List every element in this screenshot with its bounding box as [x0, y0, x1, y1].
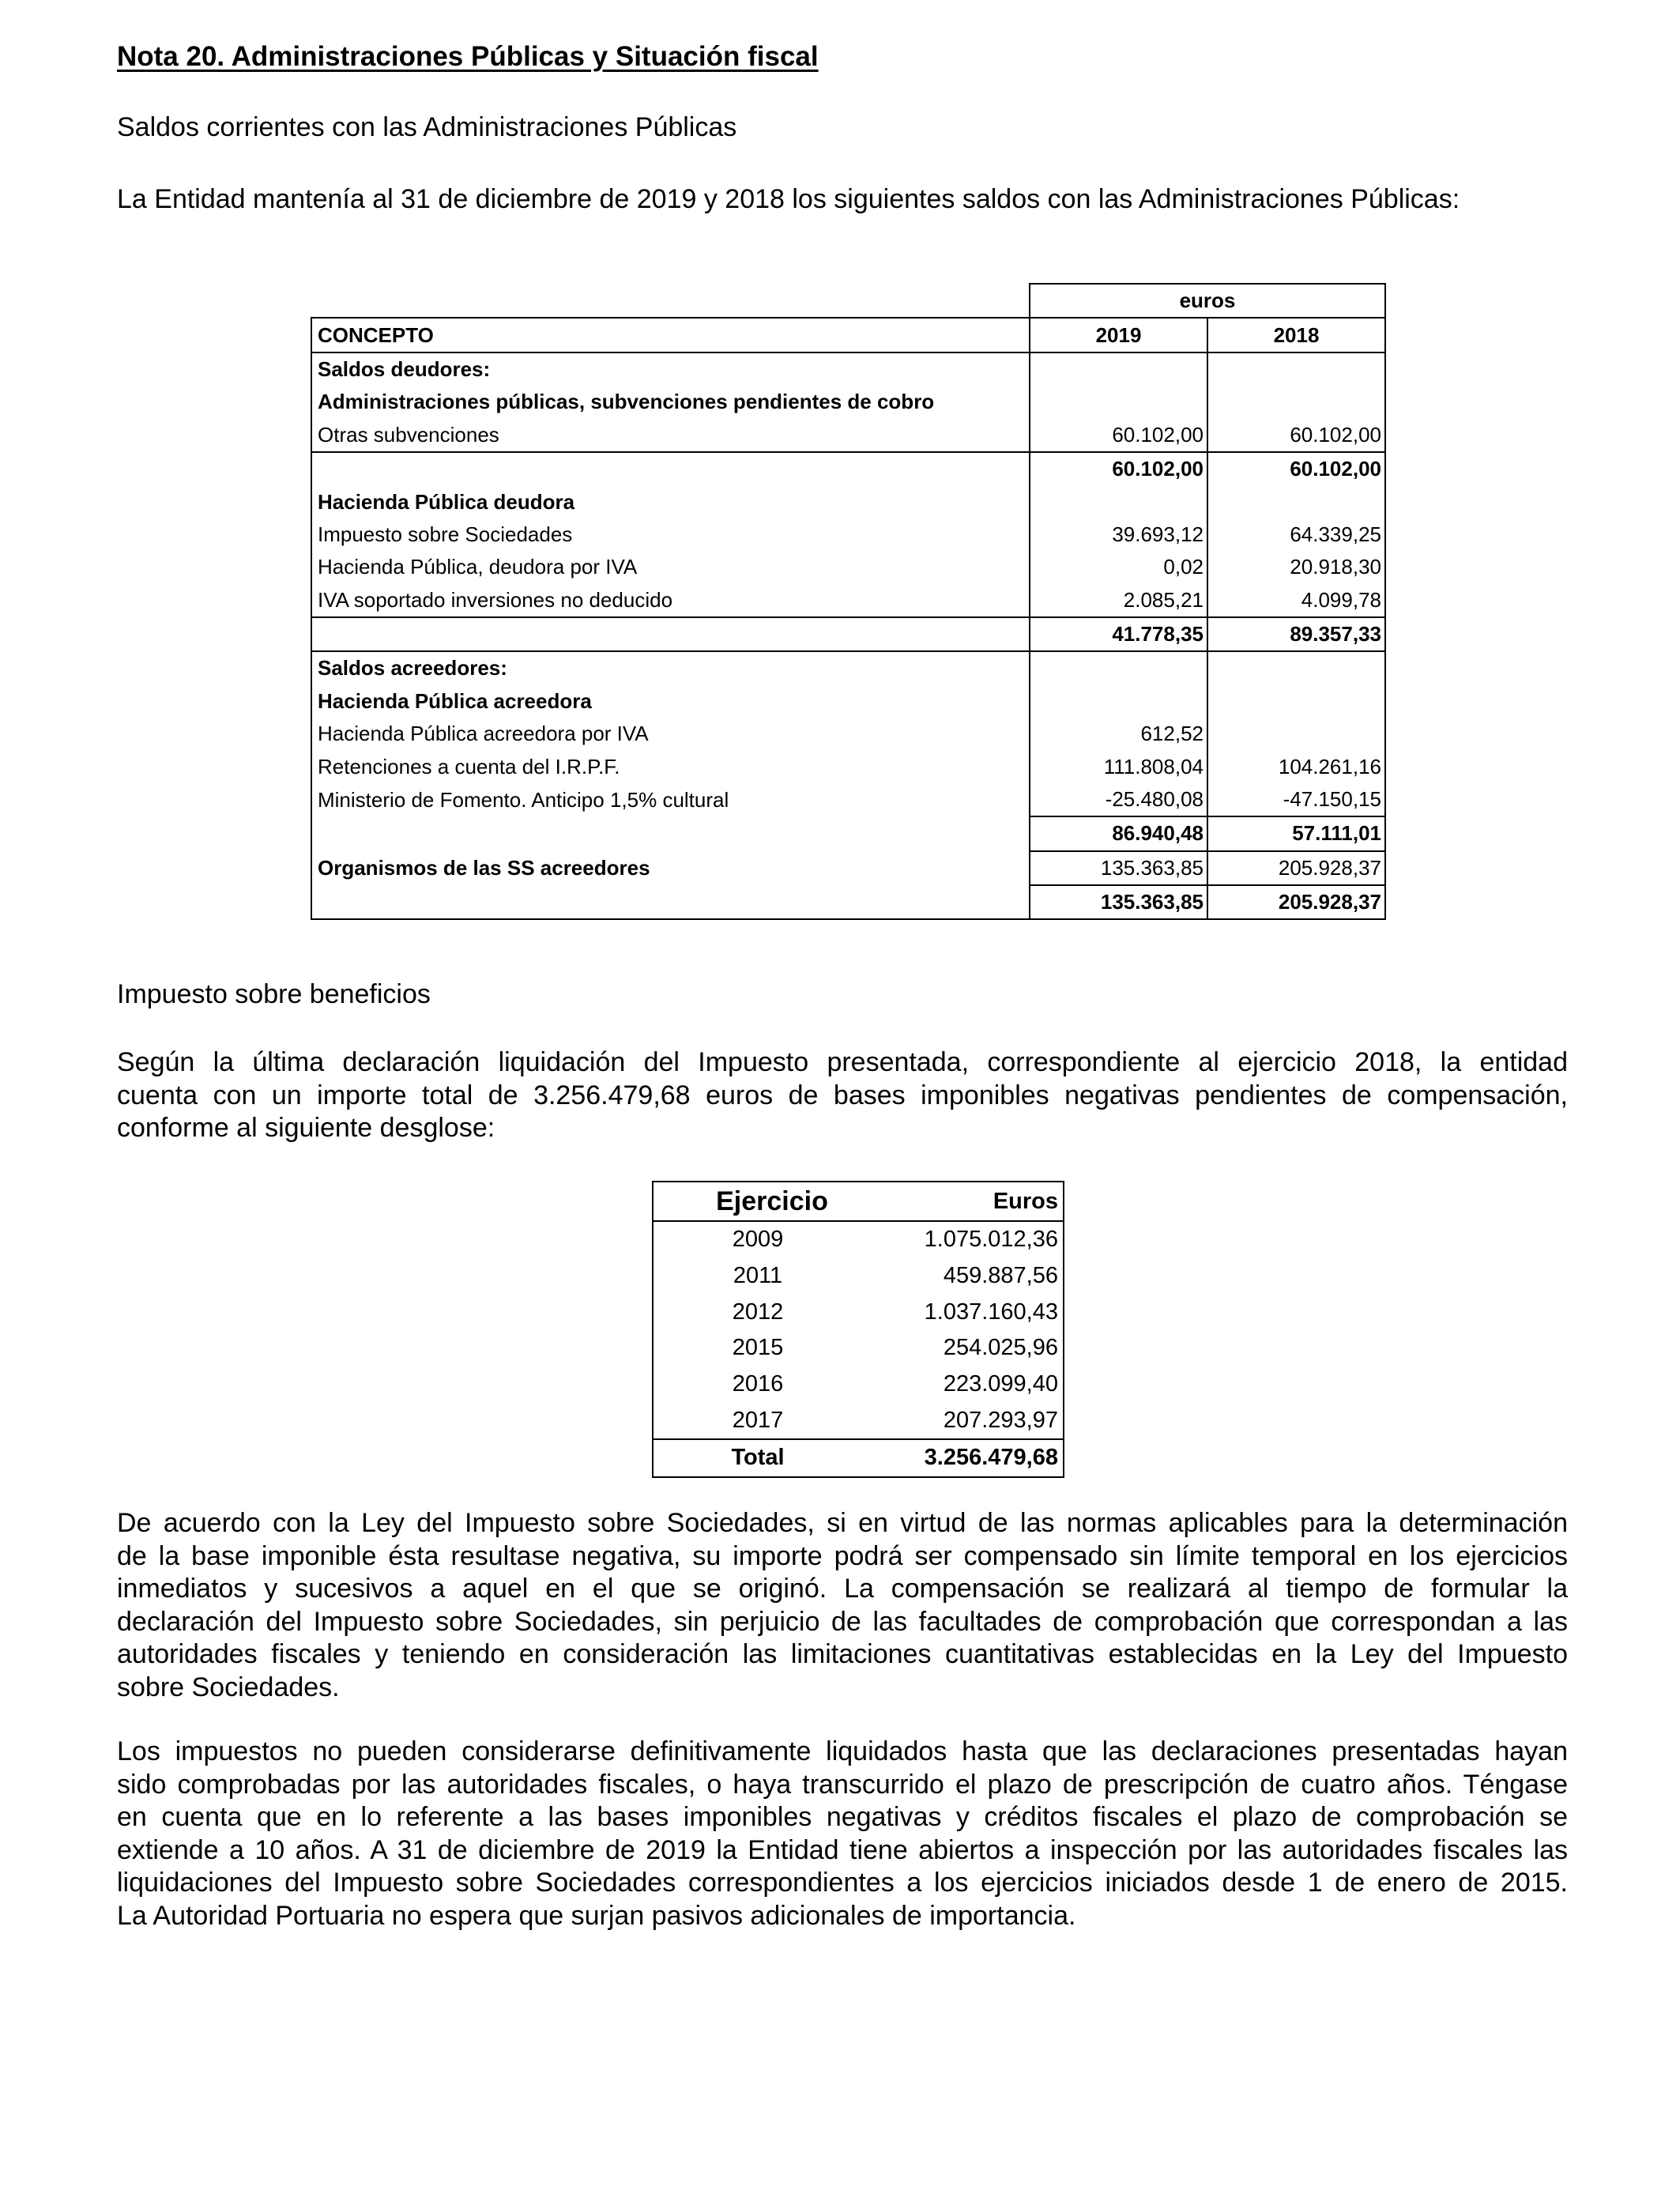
table-row [653, 1221, 1064, 1258]
table-row [653, 1294, 1064, 1330]
col-2019: 2019 [1030, 318, 1207, 352]
subtotal-2019: 60.102,00 [1030, 452, 1207, 485]
total-label: Total [653, 1439, 862, 1477]
row-label: IVA soportado inversiones no deducido [311, 584, 1030, 617]
subtotal-2018: 57.111,01 [1207, 816, 1385, 850]
paragraph-line: Los impuestos no pueden considerarse definitivamente liquidados hasta que las declaraciones presentadas hayan [117, 1736, 1568, 1766]
paragraph-line: Según la última declaración liquidación del Impuesto presentada, correspondiente al ejercicio 2018, la entidad [117, 1047, 1568, 1077]
row-label: Impuesto sobre Sociedades [311, 518, 1030, 551]
unit-header: euros [1030, 284, 1385, 318]
row-label: Saldos acreedores: [311, 651, 1030, 684]
row-label: Hacienda Pública acreedora por IVA [311, 718, 1030, 750]
row-label: Saldos deudores: [311, 352, 1030, 386]
paragraph-line: declaración del Impuesto sobre Sociedades, sin perjuicio de las facultades de comprobación que correspondan a las [117, 1606, 1568, 1637]
table-row [311, 783, 1385, 816]
value-2019: 39.693,12 [1030, 518, 1207, 551]
row-label: Retenciones a cuenta del I.R.P.F. [311, 750, 1030, 782]
paragraph-line: liquidaciones del Impuesto sobre Sociedades correspondientes a los ejercicios iniciados desde 1 de enero de 2015. [117, 1868, 1568, 1898]
note-title: Nota 20. Administraciones Públicas y Situación fiscal [117, 41, 819, 72]
paragraph-line: cuenta con un importe total de 3.256.479,68 euros de bases imponibles negativas pendientes de compensación, [117, 1080, 1568, 1110]
table-row [311, 685, 1385, 718]
value-2018: 64.339,25 [1207, 518, 1385, 551]
table-row [311, 419, 1385, 452]
year-cell: 2017 [732, 1407, 784, 1433]
section-heading-saldos: Saldos corrientes con las Administraciones Públicas [117, 112, 737, 142]
value-2018: -47.150,15 [1207, 783, 1385, 816]
paragraph-line: conforme al siguiente desglose: [117, 1113, 495, 1143]
amount-cell: 254.025,96 [943, 1335, 1058, 1361]
paragraph-inspeccion [117, 1736, 1568, 1932]
value-2019: 2.085,21 [1030, 584, 1207, 617]
value-2019: 135.363,85 [1030, 851, 1207, 885]
table-header-row [653, 1182, 1064, 1221]
paragraph-compensacion [117, 1507, 1568, 1704]
table-row [653, 1367, 1064, 1403]
paragraph-line: de la base imponible ésta resultase negativa, su importe podrá ser compensado sin límite temporal en los ejercicios [117, 1540, 1568, 1571]
subtotal-2018: 60.102,00 [1207, 452, 1385, 485]
subtotal-2018: 89.357,33 [1207, 617, 1385, 651]
value-2019: 111.808,04 [1030, 750, 1207, 782]
value-2018: 20.918,30 [1207, 551, 1385, 583]
paragraph-line: De acuerdo con la Ley del Impuesto sobre Sociedades, si en virtud de las normas aplicables para la determinación [117, 1508, 1568, 1538]
subtotal-2018: 205.928,37 [1207, 885, 1385, 919]
paragraph-line: autoridades fiscales y teniendo en consideración las limitaciones cuantitativas establecidas en la Ley del Impuesto [117, 1639, 1568, 1669]
amount-cell: 223.099,40 [943, 1371, 1058, 1397]
year-cell: 2015 [732, 1335, 784, 1361]
total-row [653, 1439, 1064, 1477]
row-label: Hacienda Pública acreedora [311, 685, 1030, 718]
subtotal-row [311, 452, 1385, 485]
year-cell: 2012 [732, 1299, 784, 1325]
paragraph-line: extiende a 10 años. A 31 de diciembre de 2019 la Entidad tiene abiertos a inspección por las autoridades fiscales las [117, 1834, 1568, 1865]
year-cell: 2009 [732, 1227, 784, 1253]
total-amount: 3.256.479,68 [862, 1439, 1064, 1477]
table-header-row [311, 284, 1385, 318]
value-2019: -25.480,08 [1030, 783, 1207, 816]
paragraph-line: inmediatos y sucesivos a aquel en el que se originó. La compensación se realizará al tiempo de formular la [117, 1574, 1568, 1604]
paragraph-line: en cuenta que en lo referente a las bases imponibles negativas y créditos fiscales el plazo de comprobación se [117, 1802, 1568, 1832]
table-row [311, 551, 1385, 583]
value-2018: 60.102,00 [1207, 419, 1385, 452]
table-row [311, 851, 1385, 885]
section-intro: La Entidad mantenía al 31 de diciembre de 2019 y 2018 los siguientes saldos con las Administraciones Públicas: [117, 184, 1460, 214]
table-row [311, 718, 1385, 750]
value-2018 [1207, 718, 1385, 750]
row-label: Hacienda Pública, deudora por IVA [311, 551, 1030, 583]
amount-cell: 1.075.012,36 [924, 1227, 1058, 1253]
value-2019: 612,52 [1030, 718, 1207, 750]
saldos-table [311, 283, 1386, 920]
amount-cell: 459.887,56 [943, 1263, 1058, 1289]
table-row [653, 1402, 1064, 1439]
bases-table [652, 1181, 1064, 1478]
value-2019: 60.102,00 [1030, 419, 1207, 452]
table-row [311, 386, 1385, 418]
table-row [311, 584, 1385, 617]
value-2018: 205.928,37 [1207, 851, 1385, 885]
year-cell: 2016 [732, 1371, 784, 1397]
amount-cell: 207.293,97 [943, 1407, 1058, 1433]
table-row [311, 750, 1385, 782]
subtotal-2019: 41.778,35 [1030, 617, 1207, 651]
col-ejercicio: Ejercicio [653, 1182, 862, 1221]
table-row [311, 518, 1385, 551]
amount-cell: 1.037.160,43 [924, 1299, 1058, 1325]
subtotal-2019: 135.363,85 [1030, 885, 1207, 919]
col-euros: Euros [862, 1182, 1064, 1221]
table-row [311, 485, 1385, 518]
table-row [653, 1330, 1064, 1367]
subtotal-2019: 86.940,48 [1030, 816, 1207, 850]
row-label: Hacienda Pública deudora [311, 485, 1030, 518]
subtotal-row [311, 617, 1385, 651]
paragraph-line: La Autoridad Portuaria no espera que surjan pasivos adicionales de importancia. [117, 1900, 1076, 1931]
subtotal-row [311, 885, 1385, 919]
paragraph-line: sido comprobadas por las autoridades fiscales, o haya transcurrido el plazo de prescripción de cuatro años. Téngase [117, 1769, 1568, 1800]
section-heading-impuesto: Impuesto sobre beneficios [117, 979, 431, 1009]
value-2018: 104.261,16 [1207, 750, 1385, 782]
paragraph-bases-imponibles [117, 1046, 1568, 1145]
value-2018: 4.099,78 [1207, 584, 1385, 617]
row-label: Organismos de las SS acreedores [311, 851, 1030, 885]
col-concepto: CONCEPTO [311, 318, 1030, 352]
subtotal-row [311, 816, 1385, 850]
paragraph-line: sobre Sociedades. [117, 1672, 340, 1702]
row-label: Otras subvenciones [311, 419, 1030, 452]
table-header-row [311, 318, 1385, 352]
table-row [653, 1258, 1064, 1295]
value-2019: 0,02 [1030, 551, 1207, 583]
col-2018: 2018 [1207, 318, 1385, 352]
row-label: Administraciones públicas, subvenciones pendientes de cobro [311, 386, 1030, 418]
row-label: Ministerio de Fomento. Anticipo 1,5% cultural [311, 783, 1030, 816]
year-cell: 2011 [733, 1263, 783, 1289]
table-row [311, 651, 1385, 684]
table-row [311, 352, 1385, 386]
